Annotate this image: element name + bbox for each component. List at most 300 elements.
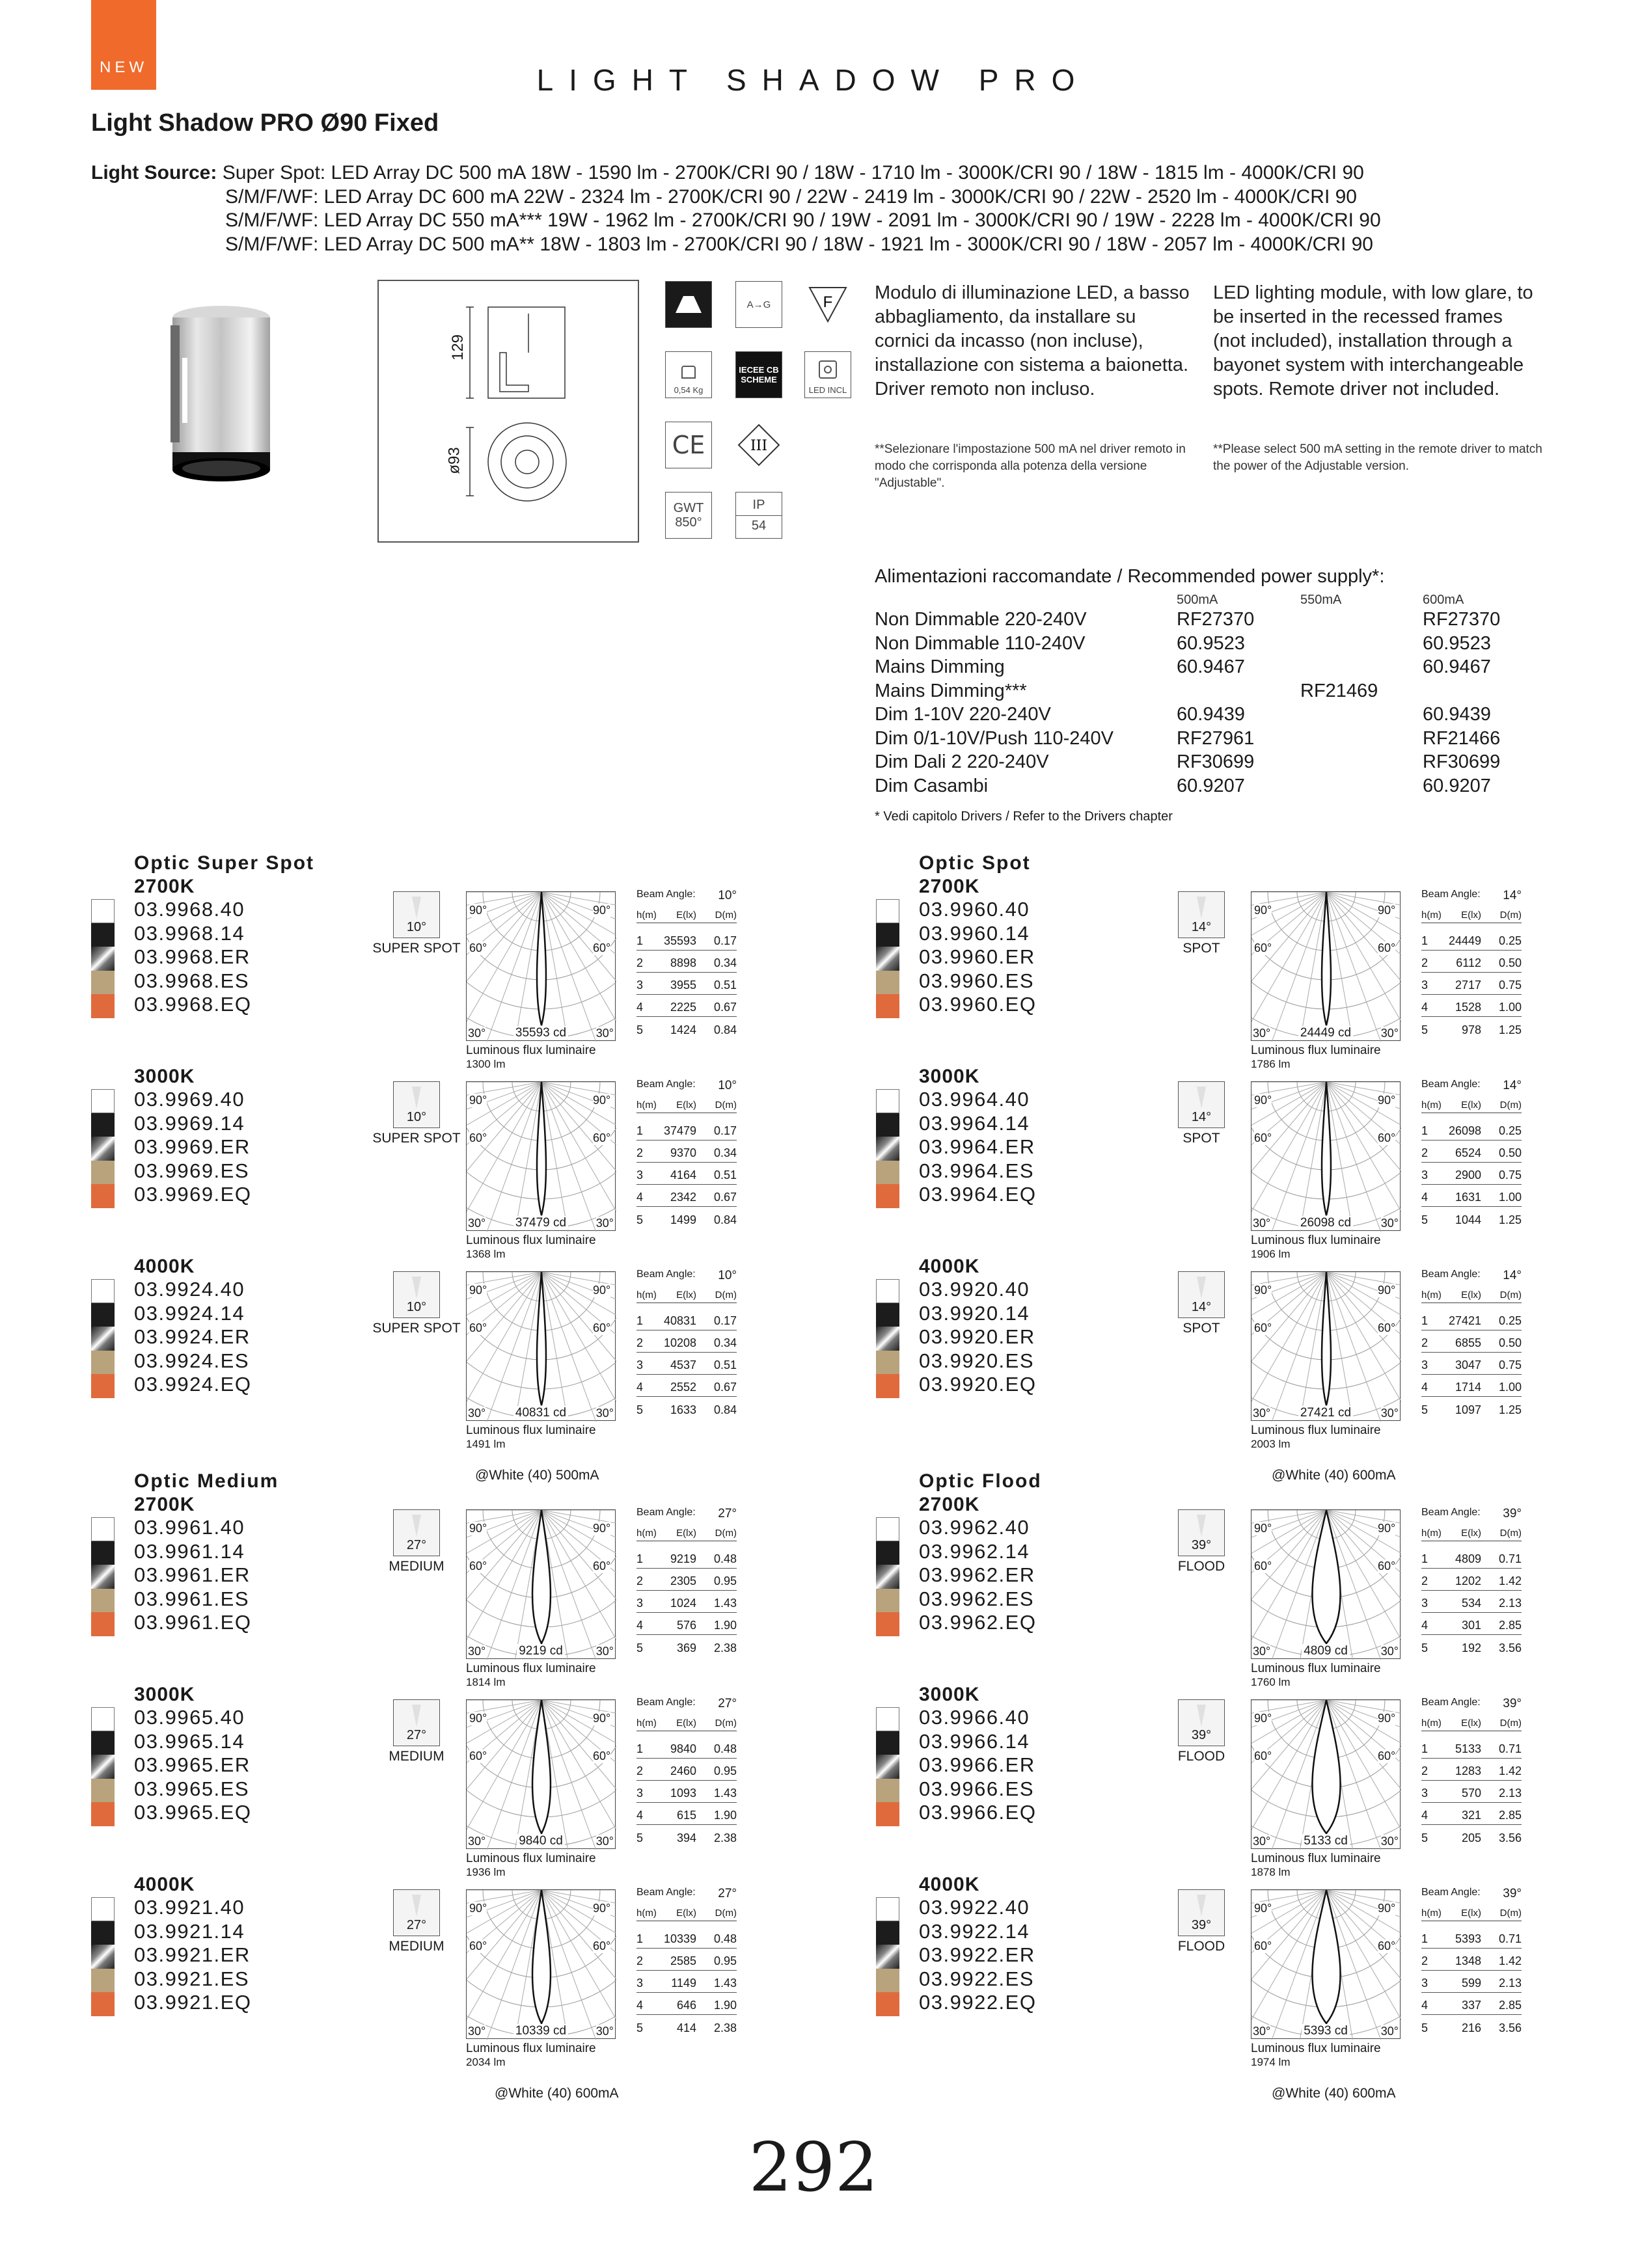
beam-table-cell: 0.17 xyxy=(713,1124,737,1137)
product-code[interactable]: 03.9968.14 xyxy=(134,921,245,945)
luminous-flux xyxy=(1251,1852,1381,1879)
product-code[interactable]: 03.9969.14 xyxy=(134,1111,245,1135)
beam-table-cell: 35593 xyxy=(663,934,696,947)
angle-label: 30° xyxy=(595,1217,614,1230)
beam-table-cell: 10339 xyxy=(663,1932,696,1945)
product-code[interactable]: 03.9962.ER xyxy=(919,1563,1035,1587)
beam-angle-value: 14° xyxy=(1191,1110,1212,1124)
optic-type-label: SUPER SPOT xyxy=(372,941,461,956)
finish-swatches xyxy=(91,1707,115,1826)
candela-value xyxy=(1251,1406,1400,1420)
beam-data-table xyxy=(1421,1079,1522,1229)
beam-table-cell: 5 xyxy=(636,1023,644,1036)
beam-table-cell: 9840 xyxy=(670,1742,696,1755)
luminous-flux xyxy=(1251,1234,1381,1261)
beam-angle-icon xyxy=(1178,1271,1225,1336)
finish-swatch-white xyxy=(91,1089,115,1113)
beam-table-row xyxy=(1421,1825,1522,1847)
optic-type-label: FLOOD xyxy=(1177,1559,1225,1574)
beam-table-cell: 4 xyxy=(1421,1381,1429,1394)
finish-swatches xyxy=(876,1279,899,1398)
beam-table-row xyxy=(1421,1017,1522,1039)
product-code[interactable]: 03.9964.14 xyxy=(919,1111,1030,1135)
angle-label: 60° xyxy=(1378,1559,1396,1573)
product-code[interactable]: 03.9924.14 xyxy=(134,1301,245,1325)
product-code[interactable]: 03.9969.ES xyxy=(134,1159,250,1182)
beam-table-cell: 337 xyxy=(1461,1999,1481,2012)
beam-icon-box xyxy=(393,1081,440,1128)
beam-angle-label: Beam Angle: xyxy=(636,1887,696,1898)
beam-icon-box xyxy=(393,1271,440,1318)
finish-swatch-white xyxy=(91,1279,115,1303)
beam-angle-value: 27° xyxy=(406,1538,427,1552)
beam-table-row xyxy=(636,2015,737,2037)
product-code[interactable]: 03.9921.14 xyxy=(134,1919,245,1943)
finish-swatch-black xyxy=(91,923,115,947)
product-code[interactable]: 03.9966.ES xyxy=(919,1777,1035,1800)
light-distribution-curve xyxy=(537,1082,546,1215)
beam-cone-icon xyxy=(412,1087,421,1109)
product-code[interactable]: 03.9924.ES xyxy=(134,1349,250,1372)
power-supply-cell xyxy=(1300,655,1423,679)
light-source-line: Super Spot: LED Array DC 500 mA 18W - 1590 lm - 2700K/CRI 90 / 18W - 1710 lm - 3000K/CRI 90 / 18W - 1815 lm - 4000K/CRI 90 xyxy=(222,162,1364,183)
angle-label: 60° xyxy=(593,1749,611,1762)
power-supply-cell: Non Dimmable 110-240V xyxy=(875,632,1086,654)
product-code[interactable]: 03.9960.40 xyxy=(919,898,1030,921)
beam-table-row xyxy=(1421,2015,1522,2037)
beam-table-row xyxy=(636,1591,737,1613)
beam-table-cell: 0.67 xyxy=(713,1191,737,1204)
beam-data-table xyxy=(636,1887,737,2037)
candela-value xyxy=(467,1406,615,1420)
note-en: **Please select 500 mA setting in the remote driver to match the power of the Adjustable version. xyxy=(1213,442,1542,473)
beam-table-cell: 2 xyxy=(636,1146,644,1159)
beam-table-cell: 1.90 xyxy=(713,1809,737,1822)
light-source-label: Light Source: xyxy=(91,162,217,183)
beam-angle-row xyxy=(636,1887,737,1901)
power-supply-row xyxy=(875,655,1514,679)
beam-table-cell: 3.56 xyxy=(1498,1641,1522,1654)
product-codes xyxy=(134,1706,251,1825)
beam-table-cell: 1631 xyxy=(1455,1191,1481,1204)
angle-label: 60° xyxy=(1254,1321,1272,1334)
product-code[interactable]: 03.9922.ER xyxy=(919,1943,1035,1967)
beam-cone-icon xyxy=(412,1895,421,1917)
angle-label: 60° xyxy=(1254,1939,1272,1952)
product-code[interactable]: 03.9921.40 xyxy=(134,1896,245,1919)
product-codes xyxy=(134,1516,251,1635)
beam-icon-box xyxy=(393,891,440,938)
power-supply-cell: Mains Dimming*** xyxy=(875,680,1027,701)
product-code[interactable]: 03.9969.ER xyxy=(134,1135,251,1159)
power-supply-row xyxy=(875,703,1514,727)
beam-table-cell: 5 xyxy=(1421,1403,1429,1416)
angle-label: 60° xyxy=(593,1321,611,1334)
power-supply-cell: RF30699 xyxy=(1423,751,1501,772)
angle-label: 90° xyxy=(1254,904,1272,917)
beam-table-row xyxy=(636,1141,737,1163)
color-temperature: 3000K xyxy=(919,1066,980,1087)
angle-label: 60° xyxy=(1378,1939,1396,1952)
product-code[interactable]: 03.9965.ER xyxy=(134,1753,251,1777)
beam-table-row xyxy=(1421,1141,1522,1163)
beam-table-row xyxy=(1421,1397,1522,1419)
product-code[interactable]: 03.9965.ES xyxy=(134,1777,250,1800)
beam-table-header xyxy=(636,1718,737,1731)
beam-table-cell: 6112 xyxy=(1456,956,1481,969)
beam-table-cell: 4 xyxy=(636,1809,644,1822)
beam-angle-label: Beam Angle: xyxy=(636,1697,696,1708)
product-code[interactable]: 03.9965.EQ xyxy=(134,1801,252,1824)
beam-table-cell: 5 xyxy=(636,1403,644,1416)
beam-table-cell: 1.00 xyxy=(1498,1191,1522,1204)
beam-table-cell: 3.56 xyxy=(1498,2021,1522,2034)
beam-table-row xyxy=(1421,1949,1522,1971)
beam-angle-label: Beam Angle: xyxy=(636,1269,696,1280)
height-dimension: 129 xyxy=(449,334,467,361)
finish-swatch-sand xyxy=(876,1589,899,1613)
finish-swatch-sand xyxy=(91,1351,115,1375)
finish-swatch-chrome xyxy=(876,947,899,971)
product-code[interactable]: 03.9960.ES xyxy=(919,969,1035,992)
beam-table-row xyxy=(636,995,737,1017)
product-code[interactable]: 03.9968.ER xyxy=(134,945,251,969)
beam-table-heading: h(m) xyxy=(636,1718,657,1729)
beam-cone-icon xyxy=(412,1705,421,1727)
flux-value: 1814 lm xyxy=(466,1676,506,1688)
beam-table-cell: 0.34 xyxy=(713,1146,737,1159)
power-supply-cell: RF21466 xyxy=(1423,727,1501,749)
description-it: Modulo di illuminazione LED, a basso abbagliamento, da installare su cornici da incasso (non incluse), installazione con sistema a baionetta. Driver remoto non incluso. xyxy=(875,282,1190,399)
product-code[interactable]: 03.9922.14 xyxy=(919,1919,1030,1943)
beam-angle-row xyxy=(1421,1269,1522,1283)
polar-diagram xyxy=(466,891,616,1041)
beam-table-cell: 1 xyxy=(1421,1552,1429,1565)
beam-table-cell: 3 xyxy=(636,979,644,992)
product-code[interactable]: 03.9961.ER xyxy=(134,1563,251,1587)
candela-value xyxy=(467,2024,615,2038)
beam-angle-label: Beam Angle: xyxy=(636,1079,696,1090)
angle-label: 60° xyxy=(1378,1131,1396,1144)
angle-label: 90° xyxy=(1378,1284,1396,1297)
power-supply-header: 500mA xyxy=(1177,593,1218,607)
product-code[interactable]: 03.9921.EQ xyxy=(134,1991,252,2014)
beam-table-row xyxy=(636,1207,737,1229)
beam-table-cell: 2.13 xyxy=(1498,1787,1522,1800)
product-code[interactable]: 03.9920.40 xyxy=(919,1278,1030,1301)
finish-swatch-black xyxy=(91,1113,115,1137)
optic-type-label: SPOT xyxy=(1183,941,1220,956)
beam-table-cell: 0.17 xyxy=(713,1314,737,1327)
product-code[interactable]: 03.9924.EQ xyxy=(134,1373,252,1396)
beam-icon-box xyxy=(1178,1699,1225,1746)
beam-icon-box xyxy=(393,1509,440,1556)
beam-table-row xyxy=(636,951,737,973)
beam-table-heading: D(m) xyxy=(715,1908,737,1919)
optic-type-label: MEDIUM xyxy=(389,1749,444,1764)
beam-angle-row xyxy=(1421,1079,1522,1093)
polar-diagram xyxy=(1251,1271,1401,1421)
beam-table-row xyxy=(1421,1591,1522,1613)
product-code[interactable]: 03.9920.14 xyxy=(919,1301,1030,1325)
product-code[interactable]: 03.9960.14 xyxy=(919,921,1030,945)
finish-swatch-sand xyxy=(876,971,899,995)
flux-label: Luminous flux luminaire xyxy=(466,2042,596,2055)
ip-label: IP xyxy=(736,498,782,516)
product-code[interactable]: 03.9964.EQ xyxy=(919,1183,1037,1206)
luminous-flux xyxy=(1251,2042,1381,2069)
beam-table-cell: 2.85 xyxy=(1498,1619,1522,1632)
beam-icon-box xyxy=(393,1889,440,1936)
beam-angle-icon xyxy=(1178,1081,1225,1146)
beam-table-cell: 0.75 xyxy=(1498,1358,1522,1371)
product-code[interactable]: 03.9965.40 xyxy=(134,1706,245,1729)
beam-table-row xyxy=(1421,973,1522,995)
optic-type-label: FLOOD xyxy=(1177,1749,1225,1764)
beam-angle-label: Beam Angle: xyxy=(1421,889,1481,900)
beam-table-cell: 5 xyxy=(636,1213,644,1226)
flux-label: Luminous flux luminaire xyxy=(466,1424,596,1437)
beam-angle-icon xyxy=(1178,1509,1225,1574)
beam-table-cell: 1.90 xyxy=(713,1999,737,2012)
beam-table-cell: 978 xyxy=(1461,1023,1481,1036)
product-code[interactable]: 03.9968.40 xyxy=(134,898,245,921)
power-supply-cell xyxy=(1300,703,1423,727)
beam-table-cell: 2 xyxy=(1421,1146,1429,1159)
product-code[interactable]: 03.9966.40 xyxy=(919,1706,1030,1729)
product-code[interactable]: 03.9969.EQ xyxy=(134,1183,252,1206)
beam-table-header xyxy=(1421,910,1522,923)
product-code[interactable]: 03.9965.14 xyxy=(134,1729,245,1753)
product-code[interactable]: 03.9920.EQ xyxy=(919,1373,1037,1396)
beam-table-row xyxy=(636,1736,737,1759)
angle-label: 30° xyxy=(595,1027,614,1040)
finish-swatch-white xyxy=(91,899,115,923)
finish-swatch-white xyxy=(91,1897,115,1921)
beam-table-row xyxy=(1421,1118,1522,1141)
beam-angle-row xyxy=(1421,1697,1522,1711)
product-code[interactable]: 03.9966.EQ xyxy=(919,1801,1037,1824)
beam-table-cell: 615 xyxy=(676,1809,696,1822)
product-code[interactable]: 03.9960.EQ xyxy=(919,993,1037,1016)
angle-label: 30° xyxy=(468,1027,486,1040)
angle-label: 90° xyxy=(593,1902,611,1915)
beam-table-header xyxy=(1421,1718,1522,1731)
beam-table-row xyxy=(636,1185,737,1207)
beam-table-heading: D(m) xyxy=(715,1100,737,1111)
led-included-icon xyxy=(804,351,851,398)
light-distribution-curve xyxy=(1322,1272,1331,1405)
angle-label: 90° xyxy=(593,1284,611,1297)
product-code[interactable]: 03.9922.40 xyxy=(919,1896,1030,1919)
beam-table-cell: 0.71 xyxy=(1498,1932,1522,1945)
beam-table-cell: 1024 xyxy=(670,1597,696,1610)
product-code[interactable]: 03.9921.ES xyxy=(134,1967,250,1990)
power-supply-row xyxy=(875,727,1514,751)
product-code[interactable]: 03.9961.40 xyxy=(134,1516,245,1539)
beam-table-header xyxy=(1421,1908,1522,1921)
beam-table-cell: 1 xyxy=(1421,934,1429,947)
gwt-icon: GWT 850° xyxy=(665,492,712,539)
beam-table-row xyxy=(1421,1759,1522,1781)
product-code[interactable]: 03.9966.14 xyxy=(919,1729,1030,1753)
product-code[interactable]: 03.9961.EQ xyxy=(134,1611,252,1634)
beam-table-cell: 0.71 xyxy=(1498,1552,1522,1565)
power-supply-cell: RF27961 xyxy=(1177,727,1255,749)
power-supply-title: Alimentazioni raccomandate / Recommended power supply*: xyxy=(875,566,1385,587)
beam-angle-icon xyxy=(372,891,461,956)
finish-swatch-copper xyxy=(876,1802,899,1826)
product-code[interactable]: 03.9960.ER xyxy=(919,945,1035,969)
product-code[interactable]: 03.9922.ES xyxy=(919,1967,1035,1990)
beam-icon-box xyxy=(1178,1081,1225,1128)
product-code[interactable]: 03.9969.40 xyxy=(134,1088,245,1111)
beam-table-row xyxy=(1421,1569,1522,1591)
beam-table-row xyxy=(636,1781,737,1803)
beam-icon-box xyxy=(1178,1889,1225,1936)
power-supply-row xyxy=(875,750,1514,774)
beam-table-cell: 5 xyxy=(636,2021,644,2034)
beam-table-cell: 0.84 xyxy=(713,1403,737,1416)
product-code[interactable]: 03.9966.ER xyxy=(919,1753,1035,1777)
beam-cone-icon xyxy=(1197,1895,1206,1917)
finish-swatches xyxy=(876,1707,899,1826)
beam-table-cell: 0.48 xyxy=(713,1932,737,1945)
beam-table-cell: 1.42 xyxy=(1498,1574,1522,1587)
product-code[interactable]: 03.9922.EQ xyxy=(919,1991,1037,2014)
angle-label: 90° xyxy=(469,904,487,917)
angle-label: 30° xyxy=(1380,2025,1399,2038)
beam-table-heading: h(m) xyxy=(636,1528,657,1539)
beam-cone-icon xyxy=(412,1515,421,1537)
product-code[interactable]: 03.9964.ER xyxy=(919,1135,1035,1159)
polar-diagram xyxy=(1251,1509,1401,1659)
product-code[interactable]: 03.9924.ER xyxy=(134,1325,251,1349)
finish-swatch-copper xyxy=(91,1374,115,1398)
product-code[interactable]: 03.9962.40 xyxy=(919,1516,1030,1539)
flux-label: Luminous flux luminaire xyxy=(1251,1234,1381,1247)
candela-text: 10339 cd xyxy=(513,2024,568,2038)
beam-data-table xyxy=(636,1269,737,1419)
finish-swatch-sand xyxy=(876,1161,899,1185)
beam-table-cell: 5 xyxy=(1421,2021,1429,2034)
beam-table-cell: 0.71 xyxy=(1498,1742,1522,1755)
flux-label: Luminous flux luminaire xyxy=(1251,2042,1381,2055)
product-code[interactable]: 03.9921.ER xyxy=(134,1943,251,1967)
angle-label: 90° xyxy=(593,1094,611,1107)
light-distribution-curve xyxy=(1322,892,1331,1025)
product-code[interactable]: 03.9968.EQ xyxy=(134,993,252,1016)
color-temperature: 4000K xyxy=(919,1256,980,1277)
power-supply-cell: Dim Dali 2 220-240V xyxy=(875,751,1049,772)
beam-table-row xyxy=(636,1163,737,1185)
angle-label: 30° xyxy=(1380,1027,1399,1040)
beam-table-cell: 2 xyxy=(1421,1574,1429,1587)
product-code[interactable]: 03.9961.14 xyxy=(134,1539,245,1563)
beam-table-cell: 646 xyxy=(676,1999,696,2012)
beam-angle-number: 39° xyxy=(1503,1887,1522,1900)
light-distribution-curve xyxy=(532,1890,551,2023)
light-distribution-curve xyxy=(1312,1700,1340,1833)
product-code[interactable]: 03.9920.ER xyxy=(919,1325,1035,1349)
beam-angle-row xyxy=(1421,1887,1522,1901)
power-supply-table xyxy=(875,592,1514,798)
product-codes xyxy=(134,1278,251,1397)
color-temperature: 4000K xyxy=(134,1874,195,1895)
beam-table-cell: 1 xyxy=(636,1314,644,1327)
product-code[interactable]: 03.9962.EQ xyxy=(919,1611,1037,1634)
candela-text: 40831 cd xyxy=(513,1406,568,1420)
light-source-block xyxy=(91,161,1381,256)
finish-swatch-copper xyxy=(91,1802,115,1826)
beam-data-table xyxy=(1421,1887,1522,2037)
beam-table-heading: E(lx) xyxy=(1461,1528,1481,1539)
light-distribution-curve xyxy=(532,1510,551,1643)
beam-table-heading: h(m) xyxy=(1421,1718,1442,1729)
polar-diagram xyxy=(466,1889,616,2039)
angle-label: 90° xyxy=(469,1712,487,1725)
product-code[interactable]: 03.9920.ES xyxy=(919,1349,1035,1372)
beam-table-row xyxy=(1421,1635,1522,1657)
beam-table-row xyxy=(1421,1993,1522,2015)
technical-drawing xyxy=(377,280,639,543)
product-code[interactable]: 03.9924.40 xyxy=(134,1278,245,1301)
angle-label: 30° xyxy=(595,1835,614,1848)
product-code[interactable]: 03.9962.ES xyxy=(919,1587,1035,1610)
power-supply-cell: 60.9207 xyxy=(1423,775,1491,796)
weight-icon xyxy=(665,351,712,398)
beam-table-header xyxy=(636,1289,737,1303)
beam-angle-icon xyxy=(1178,1889,1225,1954)
beam-table-heading: h(m) xyxy=(1421,1100,1442,1111)
beam-table-cell: 8898 xyxy=(670,956,696,969)
class-iii-icon xyxy=(735,422,782,468)
beam-table-heading: h(m) xyxy=(636,1289,657,1301)
product-code[interactable]: 03.9964.ES xyxy=(919,1159,1035,1182)
beam-table-cell: 0.75 xyxy=(1498,1168,1522,1181)
beam-table-header xyxy=(636,910,737,923)
power-supply-row xyxy=(875,608,1514,632)
beam-angle-row xyxy=(636,1269,737,1283)
beam-table-cell: 4 xyxy=(636,1191,644,1204)
power-supply-row xyxy=(875,632,1514,656)
product-code[interactable]: 03.9962.14 xyxy=(919,1539,1030,1563)
beam-table-heading: E(lx) xyxy=(1461,1908,1481,1919)
light-source-line: S/M/F/WF: LED Array DC 500 mA** 18W - 1803 lm - 2700K/CRI 90 / 18W - 1921 lm - 3000K/CRI 90 / 18W - 2057 lm - 4000K/CRI 90 xyxy=(225,233,1373,255)
beam-angle-number: 27° xyxy=(718,1697,737,1710)
finish-swatch-black xyxy=(876,1541,899,1565)
finish-swatch-chrome xyxy=(91,1565,115,1589)
beam-table-row xyxy=(1421,1613,1522,1635)
beam-angle-label: Beam Angle: xyxy=(1421,1269,1481,1280)
flux-value: 1878 lm xyxy=(1251,1866,1291,1878)
beam-table-cell: 1202 xyxy=(1455,1574,1481,1587)
product-codes xyxy=(134,898,251,1017)
angle-label: 60° xyxy=(1378,1749,1396,1762)
beam-table-cell: 26098 xyxy=(1448,1124,1481,1137)
product-title: Light Shadow PRO Ø90 Fixed xyxy=(91,109,439,137)
finish-swatches xyxy=(91,1089,115,1208)
beam-table-row xyxy=(636,1971,737,1993)
product-code[interactable]: 03.9964.40 xyxy=(919,1088,1030,1111)
beam-table-cell: 4 xyxy=(1421,1809,1429,1822)
product-code[interactable]: 03.9961.ES xyxy=(134,1587,250,1610)
polar-diagram xyxy=(1251,1889,1401,2039)
beam-table-cell: 1097 xyxy=(1455,1403,1481,1416)
beam-table-row xyxy=(636,1759,737,1781)
product-code[interactable]: 03.9968.ES xyxy=(134,969,250,992)
beam-table-cell: 0.95 xyxy=(713,1574,737,1587)
